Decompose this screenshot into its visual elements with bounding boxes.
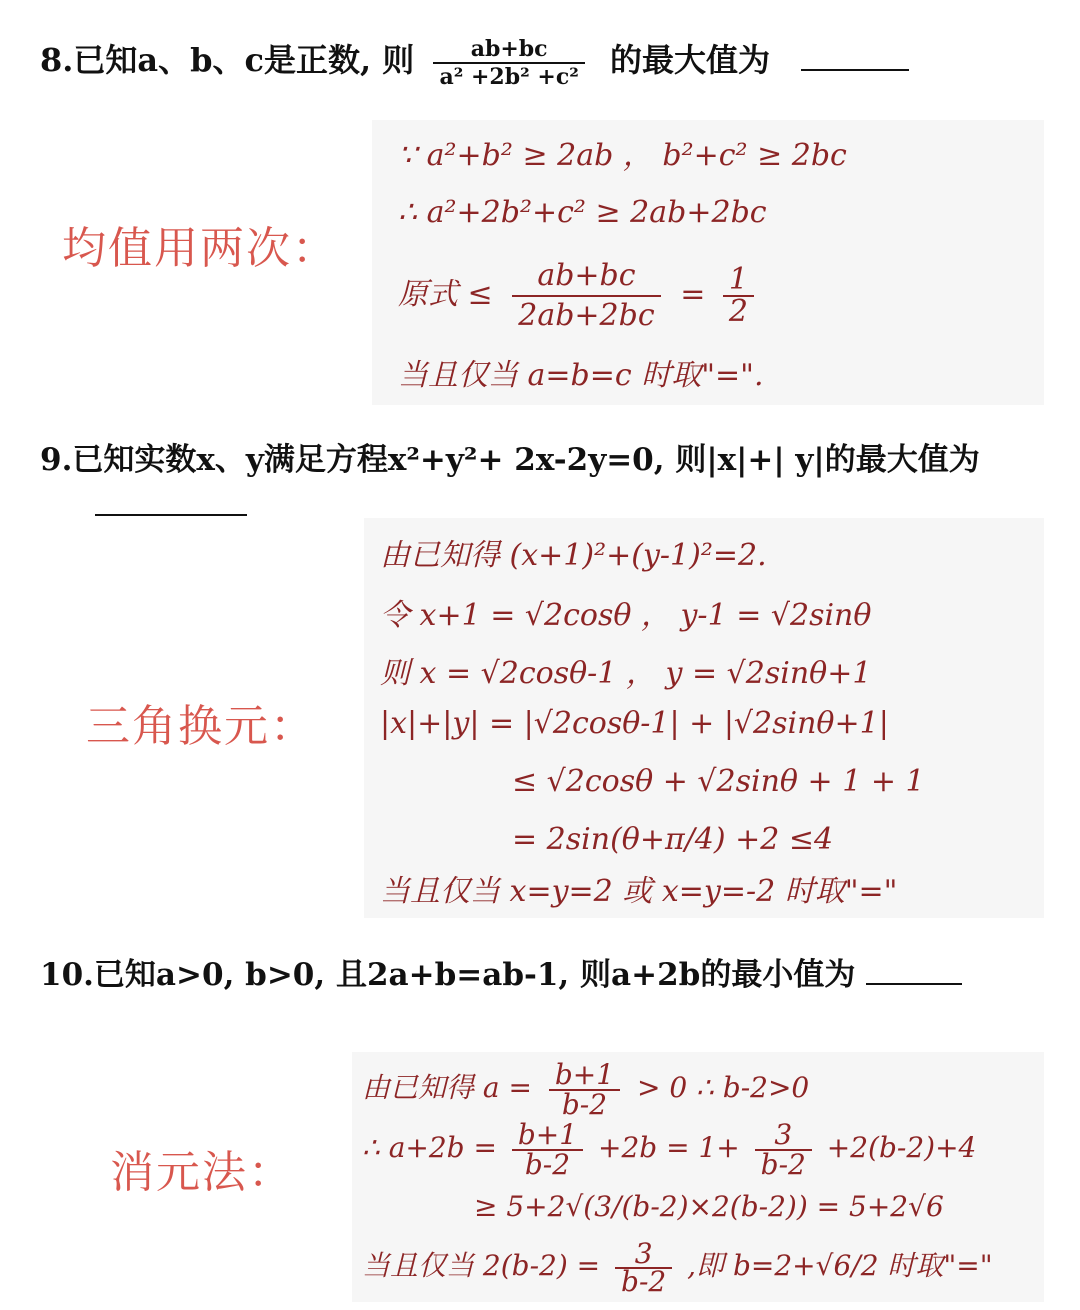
answer-blank[interactable] [801, 69, 909, 71]
solution-line [362, 1117, 977, 1181]
question-8-suffix: 的最大值为 [610, 41, 771, 79]
solution-line: 由已知得 (x+1)²+(y-1)²=2. [380, 538, 767, 573]
method-label: 消元法： [110, 1147, 294, 1198]
solution-fraction [512, 257, 660, 335]
solution-line: ≥ 5+2√(3/(b-2)×2(b-2)) = 5+2√6 [474, 1190, 944, 1223]
solution-fraction [723, 262, 754, 329]
solution-line: 则 x = √2cosθ-1 ， y = √2sinθ+1 [380, 656, 872, 691]
question-9 [40, 435, 980, 485]
solution-line: 令 x+1 = √2cosθ ， y-1 = √2sinθ [380, 598, 872, 633]
solution-fraction [512, 1117, 583, 1181]
solution-line: |x|+|y| = |√2cosθ-1| + |√2sinθ+1| [380, 706, 889, 741]
solution-text: > 0 ∴ b-2>0 [636, 1071, 810, 1104]
solution-line [362, 1057, 810, 1121]
solution-fraction [615, 1236, 672, 1298]
solution-text: +2b = 1+ [597, 1131, 740, 1164]
solution-line: = 2sin(θ+π/4) +2 ≤4 [512, 822, 834, 857]
answer-blank[interactable] [95, 514, 247, 516]
solution-text: 原式 ≤ [398, 277, 493, 312]
solution-line: ≤ √2cosθ + √2sinθ + 1 + 1 [512, 764, 925, 799]
fraction-denominator: 2ab+2bc [512, 295, 660, 335]
question-9-text: 9.已知实数x、y满足方程x²+y²+ 2x-2y=0, 则|x|+| y|的最大值为 [40, 442, 980, 478]
question-8-fraction [433, 36, 584, 90]
question-10 [40, 950, 962, 1000]
question-10-text: 10.已知a>0, b>0, 且2a+b=ab-1, 则a+2b的最小值为 [40, 957, 856, 993]
solution-text: 当且仅当 2(b-2) = [362, 1249, 601, 1282]
solution-text: = [680, 277, 706, 312]
question-8 [40, 30, 909, 90]
fraction-denominator: b-2 [512, 1149, 583, 1179]
solution-line: 当且仅当 a=b=c 时取"=". [398, 358, 764, 393]
fraction-denominator: b-2 [549, 1089, 620, 1119]
fraction-numerator: ab+bc [537, 258, 636, 293]
solution-text: +2(b-2)+4 [826, 1131, 977, 1164]
solution-line [398, 255, 754, 335]
fraction-denominator: 2 [723, 295, 754, 327]
solution-line: ∵ a²+b² ≥ 2ab ， b²+c² ≥ 2bc [398, 138, 847, 173]
method-label: 三角换元： [86, 701, 316, 752]
fraction-denominator: b-2 [755, 1149, 812, 1179]
fraction-denominator: a² +2b² +c² [433, 62, 584, 90]
fraction-numerator: b+1 [517, 1117, 578, 1151]
solution-line [362, 1236, 993, 1296]
solution-fraction [755, 1117, 812, 1181]
solution-fraction [549, 1057, 620, 1121]
solution-line: ∴ a²+2b²+c² ≥ 2ab+2bc [398, 195, 767, 230]
method-label: 均值用两次： [62, 223, 338, 274]
answer-blank[interactable] [866, 983, 962, 985]
fraction-numerator: 3 [634, 1236, 653, 1270]
question-8-prefix: 8.已知a、b、c是正数, 则 [40, 41, 415, 79]
fraction-denominator: b-2 [615, 1267, 672, 1295]
fraction-numerator: ab+bc [470, 35, 548, 62]
solution-text: ,即 b=2+√6/2 时取"=" [687, 1249, 993, 1282]
fraction-numerator: 3 [774, 1117, 793, 1151]
solution-text: ∴ a+2b = [362, 1131, 497, 1164]
fraction-numerator: 1 [728, 262, 748, 297]
solution-text: 由已知得 a = [362, 1071, 532, 1104]
solution-line: 当且仅当 x=y=2 或 x=y=-2 时取"=" [380, 874, 898, 909]
fraction-numerator: b+1 [554, 1057, 615, 1091]
